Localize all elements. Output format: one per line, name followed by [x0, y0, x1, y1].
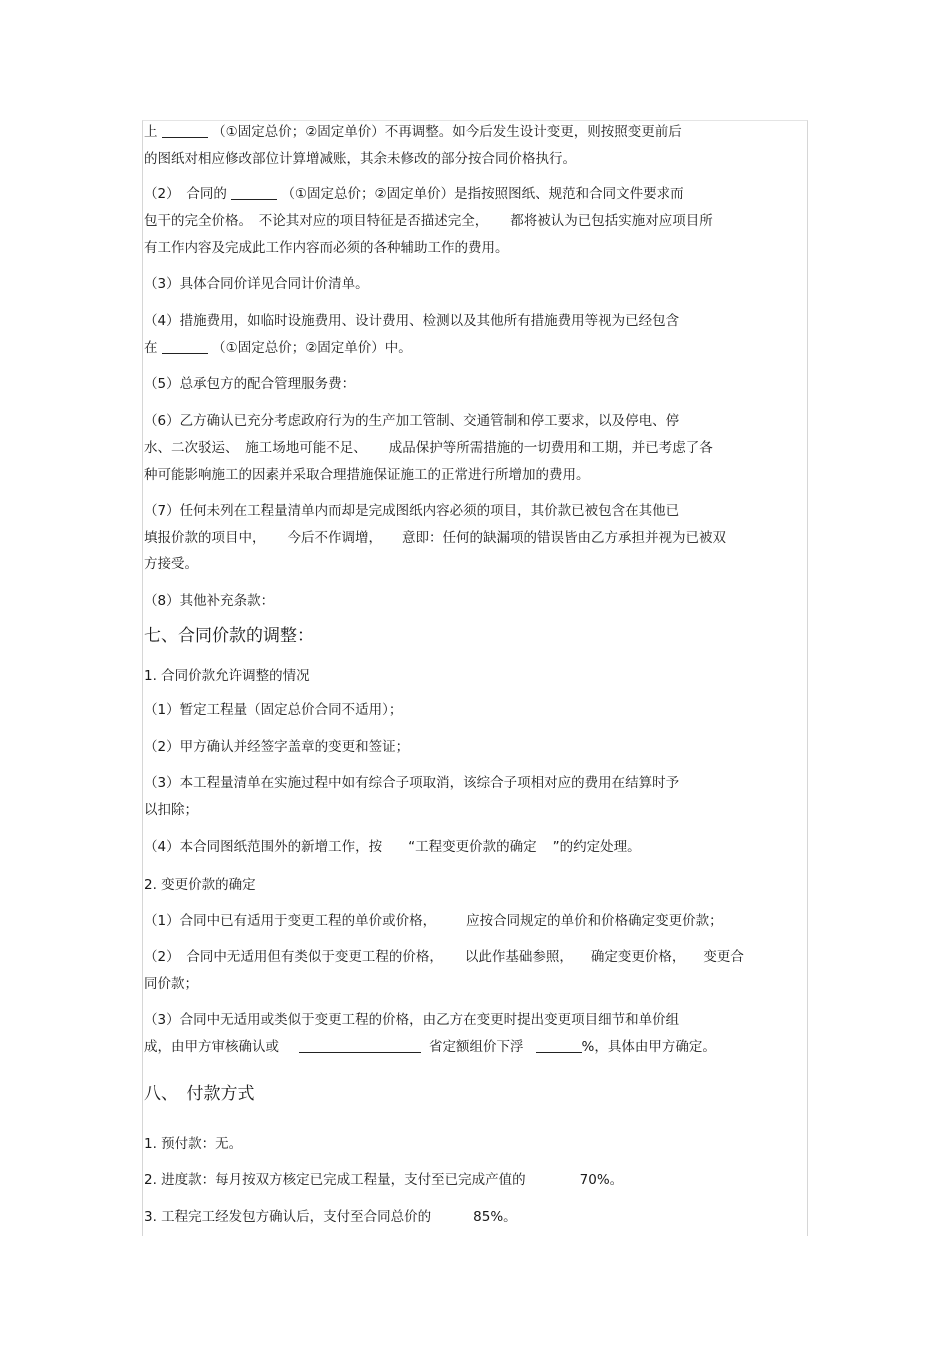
text-line: 2. 进度款：每月按双方核定已完成工程量，支付至已完成产值的 70%。	[144, 1172, 624, 1188]
text-line: 在 （①固定总价；②固定单价）中。	[144, 340, 412, 356]
text-line: （2）甲方确认并经签字盖章的变更和签证；	[144, 739, 410, 755]
text-line: 种可能影响施工的因素并采取合理措施保证施工的正常进行所增加的费用。	[144, 467, 590, 483]
text-line: 3. 工程完工经发包方确认后，支付至合同总价的 85%。	[144, 1209, 517, 1225]
text-line: 1. 预付款：无。	[144, 1136, 243, 1152]
text-line: （3）合同中无适用或类似于变更工程的价格，由乙方在变更时提出变更项目细节和单价组	[144, 1012, 680, 1028]
text-line: 2. 变更价款的确定	[144, 877, 256, 893]
text-line: 填报价款的项目中， 今后不作调增， 意即：任何的缺漏项的错误皆由乙方承担并视为已被双	[144, 530, 726, 546]
text-line: （5）总承包方的配合管理服务费：	[144, 376, 356, 392]
text-line: （1）暂定工程量（固定总价合同不适用）；	[144, 702, 403, 718]
text-line: 的图纸对相应修改部位计算增减账，其余未修改的部分按合同价格执行。	[144, 151, 576, 167]
section-heading: 八、 付款方式	[144, 1084, 255, 1104]
text-line: 以扣除；	[144, 802, 198, 818]
text-line: （8）其他补充条款：	[144, 593, 275, 609]
fill-blank	[162, 123, 208, 138]
fill-blank	[162, 339, 208, 354]
text-line: （3）本工程量清单在实施过程中如有综合子项取消，该综合子项相对应的费用在结算时予	[144, 775, 680, 791]
section-heading: 七、合同价款的调整：	[144, 626, 314, 646]
text-line: 上 （①固定总价；②固定单价）不再调整。如今后发生设计变更，则按照变更前后	[144, 124, 682, 140]
fill-blank	[536, 1038, 582, 1053]
text-line: （2） 合同中无适用但有类似于变更工程的价格， 以此作基础参照， 确定变更价格， 变更合	[144, 949, 744, 965]
text-line: （7）任何未列在工程量清单内而却是完成图纸内容必须的项目，其价款已被包含在其他已	[144, 503, 680, 519]
text-line: （4）措施费用，如临时设施费用、设计费用、检测以及其他所有措施费用等视为已经包含	[144, 313, 680, 329]
fill-blank	[299, 1038, 421, 1053]
text-line: 同价款；	[144, 976, 198, 992]
text-line: 有工作内容及完成此工作内容而必须的各种辅助工作的费用。	[144, 240, 509, 256]
text-line: 水、二次驳运、 施工场地可能不足、 成品保护等所需措施的一切费用和工期，并已考虑了各	[144, 440, 713, 456]
fill-blank	[231, 185, 277, 200]
text-line: 方接受。	[144, 556, 198, 572]
text-line: 成，由甲方审核确认或 省定额组价下浮 %，具体由甲方确定。	[144, 1039, 716, 1055]
text-line: （2） 合同的 （①固定总价；②固定单价）是指按照图纸、规范和合同文件要求而	[144, 186, 684, 202]
text-line: （4）本合同图纸范围外的新增工作，按 “工程变更价款的确定 ”的约定处理。	[144, 839, 641, 855]
text-line: （3）具体合同价详见合同计价清单。	[144, 276, 369, 292]
text-line: （1）合同中已有适用于变更工程的单价或价格， 应按合同规定的单价和价格确定变更价款；	[144, 913, 723, 929]
text-line: （6）乙方确认已充分考虑政府行为的生产加工管制、交通管制和停工要求，以及停电、停	[144, 413, 680, 429]
text-line: 包干的完全价格。 不论其对应的项目特征是否描述完全， 都将被认为已包括实施对应项目所	[144, 213, 713, 229]
text-line: 1. 合同价款允许调整的情况	[144, 668, 310, 684]
